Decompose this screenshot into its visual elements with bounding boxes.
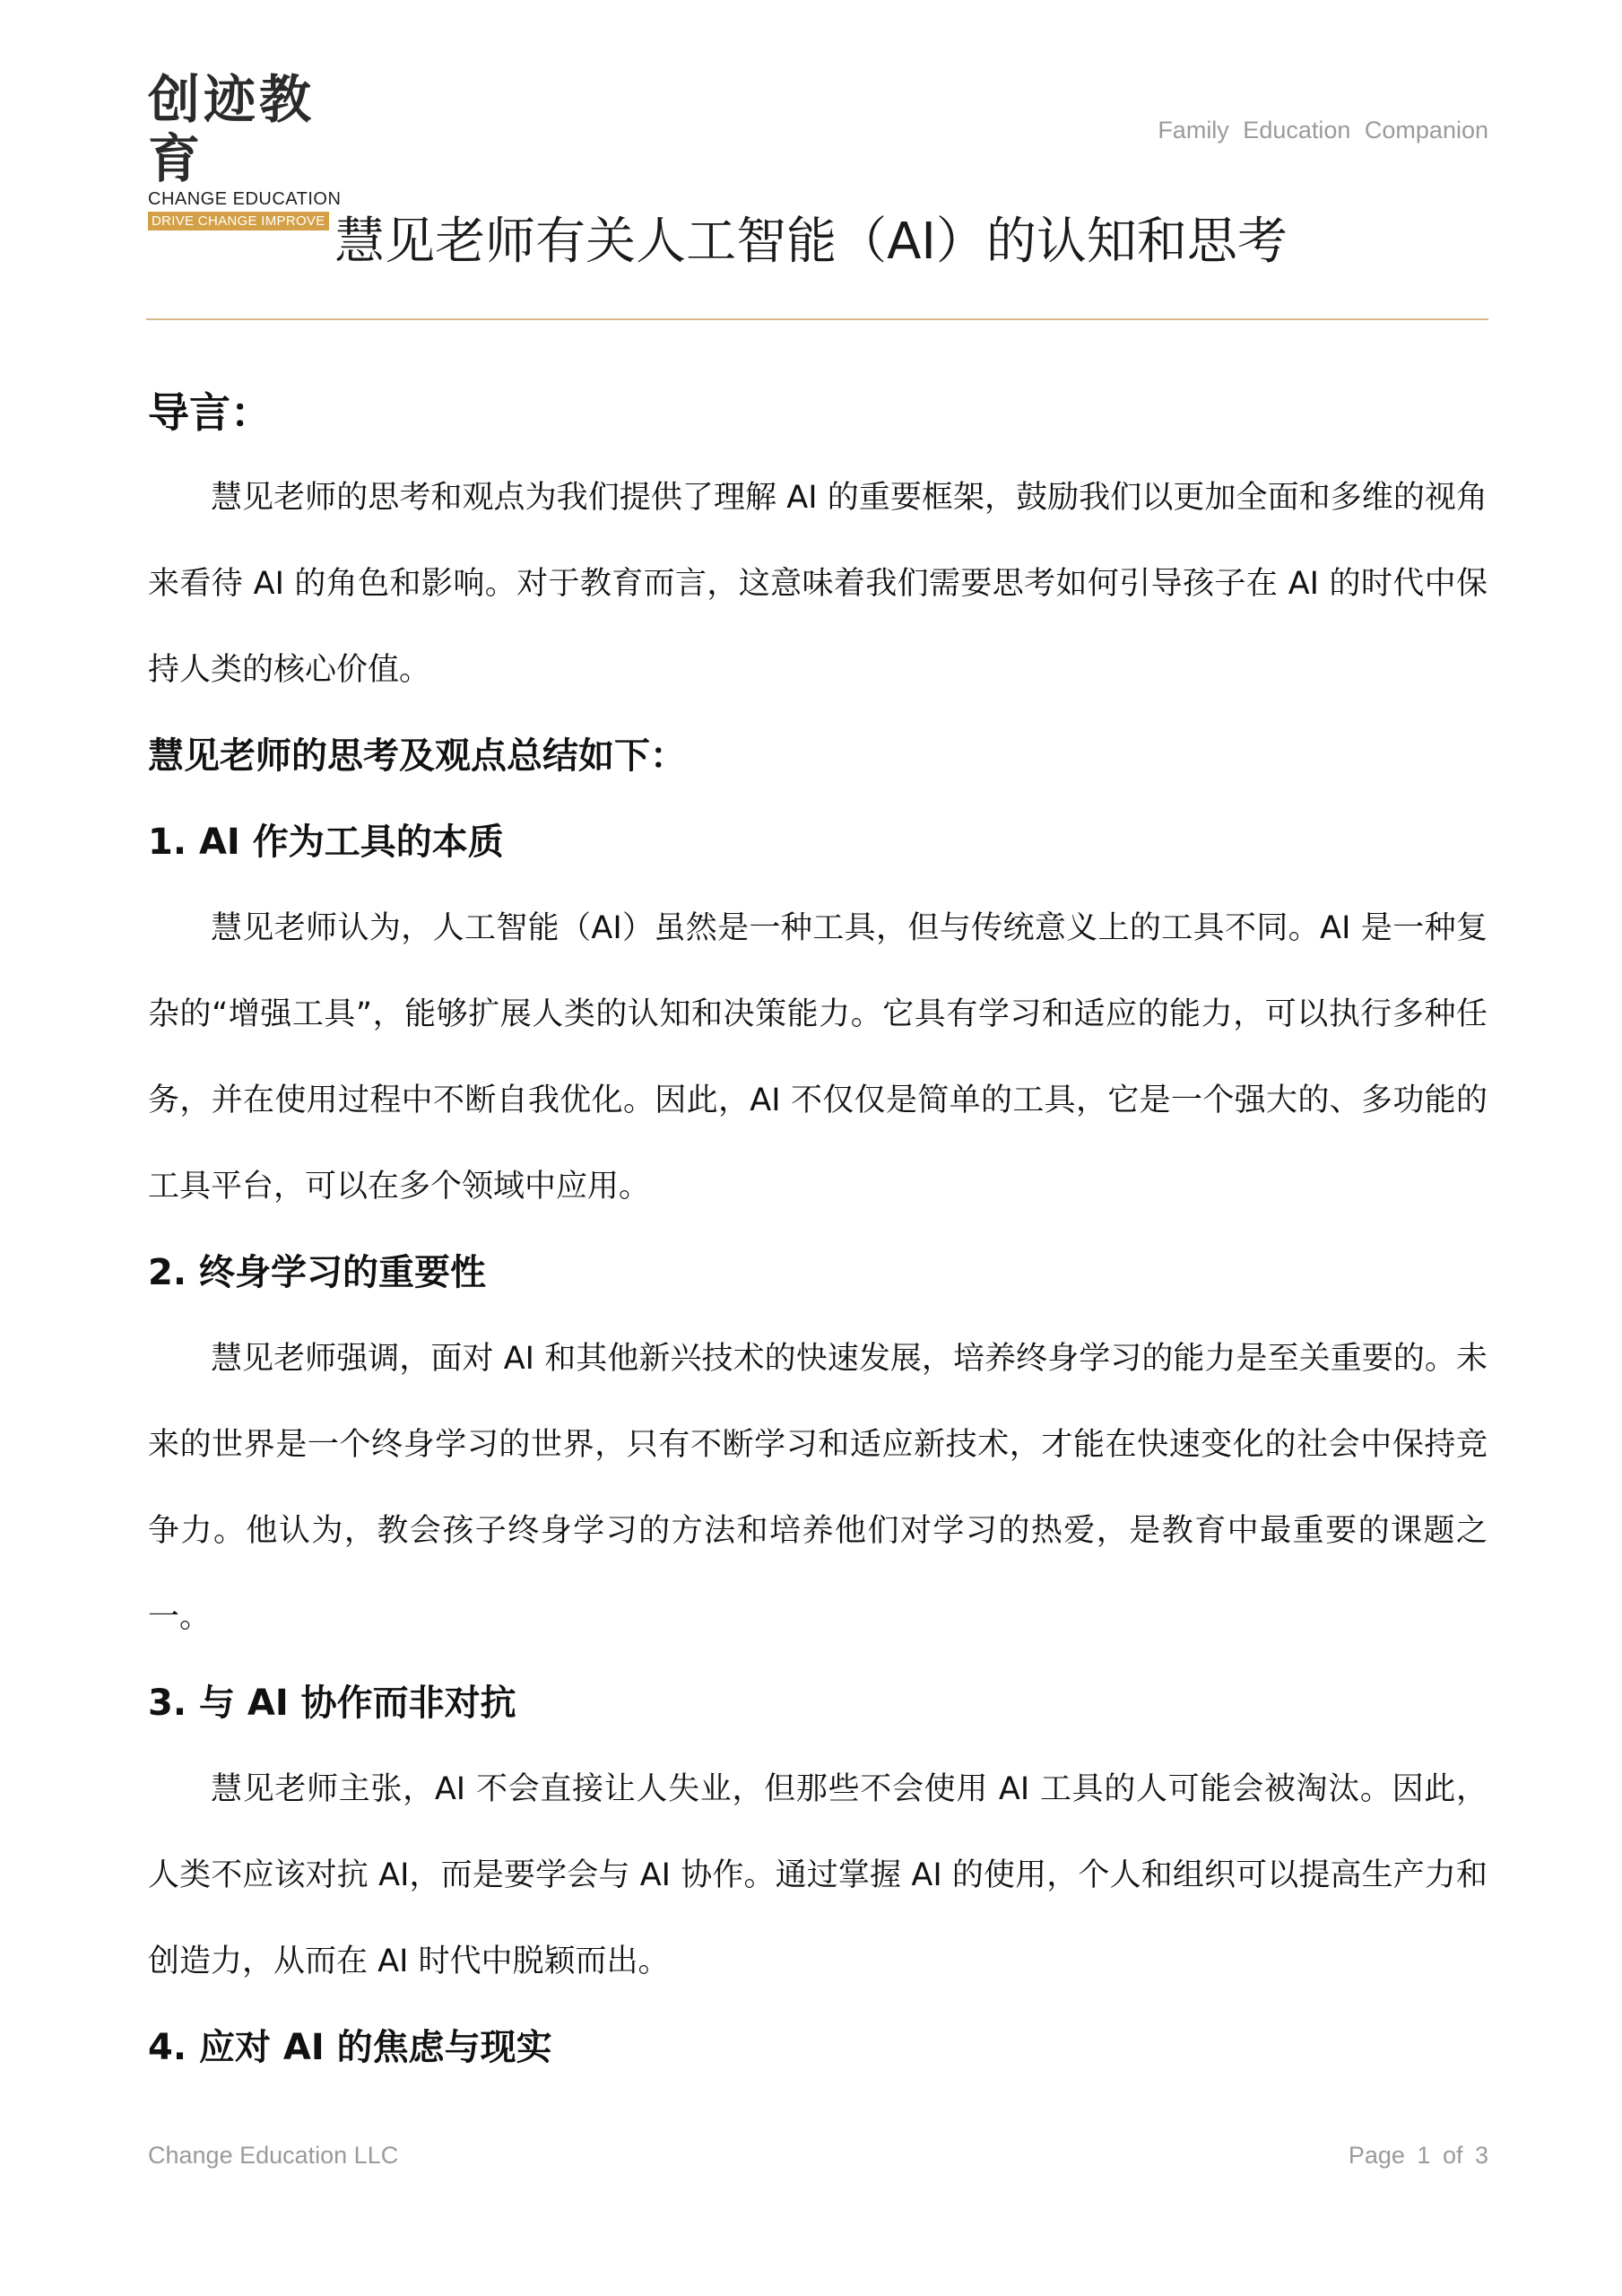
section-1-title: 1. AI 作为工具的本质 xyxy=(148,822,504,863)
document-title: 慧见老师有关人工智能（AI）的认知和思考 xyxy=(334,213,1288,271)
title-divider xyxy=(146,318,1488,320)
footer-company: Change Education LLC xyxy=(148,2142,399,2169)
intro-paragraph: 慧见老师的思考和观点为我们提供了理解 AI 的重要框架，鼓励我们以更加全面和多维的视角来看待 AI 的角色和影响。对于教育而言，这意味着我们需要思考如何引导孩子在 AI 的时代中保持人类的核心价值。 xyxy=(148,480,1488,688)
logo-english-name: CHANGE EDUCATION xyxy=(148,189,342,209)
intro-heading: 导言： xyxy=(148,388,272,437)
header-tagline: Family Education Companion xyxy=(1158,117,1488,144)
brand-logo xyxy=(148,70,354,230)
footer-page-number: Page 1 of 3 xyxy=(1348,2142,1488,2169)
section-1-paragraph: 慧见老师认为，人工智能（AI）虽然是一种工具，但与传统意义上的工具不同。AI 是一种复杂的“增强工具”，能够扩展人类的认知和决策能力。它具有学习和适应的能力，可以执行多种任务，并在使用过程中不断自我优化。因此，AI 不仅仅是简单的工具，它是一个强大的、多功能的工具平台，可以在多个领域中应用。 xyxy=(148,910,1488,1205)
section-3-title: 3. 与 AI 协作而非对抗 xyxy=(148,1683,516,1724)
summary-heading: 慧见老师的思考及观点总结如下： xyxy=(148,735,686,777)
section-2-paragraph: 慧见老师强调，面对 AI 和其他新兴技术的快速发展，培养终身学习的能力是至关重要的。未来的世界是一个终身学习的世界，只有不断学习和适应新技术，才能在快速变化的社会中保持竞争力。他认为，教会孩子终身学习的方法和培养他们对学习的热爱，是教育中最重要的课题之一。 xyxy=(148,1341,1488,1635)
section-4-title: 4. 应对 AI 的焦虑与现实 xyxy=(148,2027,552,2068)
section-3-paragraph: 慧见老师主张，AI 不会直接让人失业，但那些不会使用 AI 工具的人可能会被淘汰。因此，人类不应该对抗 AI，而是要学会与 AI 协作。通过掌握 AI 的使用，个人和组织可以提高生产力和创造力，从而在 AI 时代中脱颖而出。 xyxy=(148,1771,1488,1979)
logo-chinese-name: 创迹教育 xyxy=(148,69,316,189)
section-2-title: 2. 终身学习的重要性 xyxy=(148,1252,486,1293)
document-body xyxy=(148,381,1488,2091)
logo-slogan: DRIVE CHANGE IMPROVE xyxy=(148,212,329,230)
